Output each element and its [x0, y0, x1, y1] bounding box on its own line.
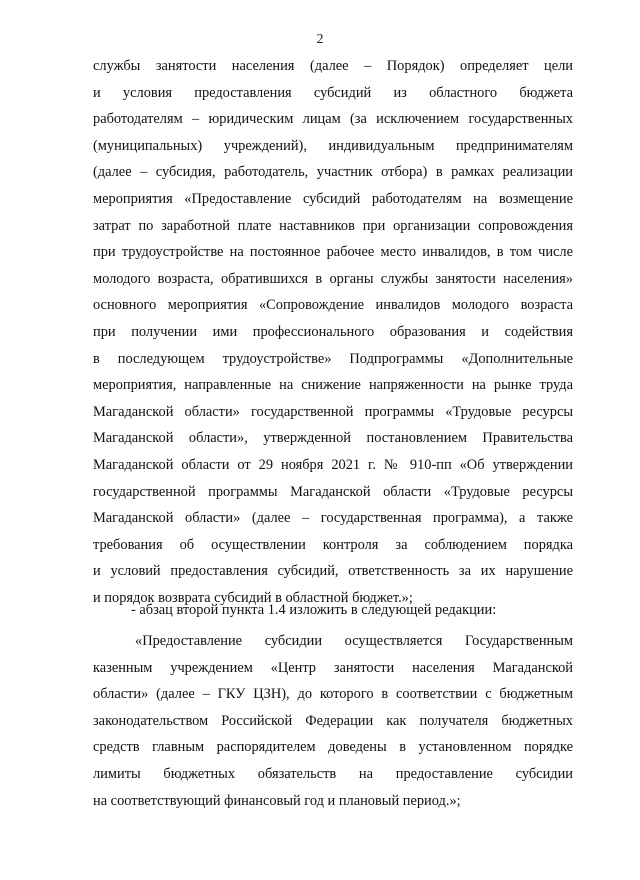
text-line: при получении ими профессионального образования и содействия [93, 323, 573, 340]
text-line: «Предоставление субсидии осуществляется Государственным [135, 633, 573, 649]
text-line: молодого возраста, обратившихся в органы службы занятости населения» [93, 270, 573, 287]
text-line: Магаданской области», утвержденной постановлением Правительства [93, 430, 573, 447]
text-line: на соответствующий финансовый год и плановый период.»; [93, 792, 461, 809]
text-line: и порядок возврата субсидий в областной бюджет.»; [93, 589, 413, 606]
text-line: области» (далее – ГКУ ЦЗН), до которого в соответствии с бюджетным [93, 686, 573, 703]
text-line: работодателям – юридическим лицам (за исключением государственных [93, 111, 573, 128]
text-line: и условий предоставления субсидий, ответственность за их нарушение [93, 563, 573, 580]
text-line: - абзац второй пункта 1.4 изложить в следующей редакции: [131, 602, 497, 618]
text-line: основного мероприятия «Сопровождение инвалидов молодого возраста [93, 297, 573, 314]
text-line: службы занятости населения (далее – Порядок) определяет цели [93, 58, 573, 74]
text-line: Магаданской области» государственной программы «Трудовые ресурсы [93, 403, 573, 420]
text-line: затрат по заработной плате наставников при организации сопровождения [93, 217, 573, 234]
text-line: государственной программы Магаданской области «Трудовые ресурсы [93, 483, 573, 500]
text-line: Магаданской области» (далее – государственная программа), а также [93, 510, 573, 527]
text-line: (далее – субсидия, работодатель, участник отбора) в рамках реализации [93, 164, 573, 181]
text-line: мероприятия, направленные на снижение напряженности на рынке труда [93, 377, 573, 394]
text-line: Магаданской области от 29 ноября 2021 г. № 910-пп «Об утверждении [93, 456, 573, 473]
text-line: и условия предоставления субсидий из областного бюджета [93, 84, 573, 101]
text-line: требования об осуществлении контроля за соблюдением порядка [93, 536, 573, 553]
text-line: в последующем трудоустройстве» Подпрограммы «Дополнительные [93, 350, 573, 367]
text-line: казенным учреждением «Центр занятости населения Магаданской [93, 659, 573, 676]
text-line: лимиты бюджетных обязательств на предоставление субсидии [93, 765, 573, 782]
page-number: 2 [316, 32, 324, 47]
paragraph-procedure-definition [93, 53, 573, 611]
text-line: при трудоустройстве на постоянное рабочее место инвалидов, в том числе [93, 244, 573, 261]
paragraph-subsidy-provision [93, 628, 573, 814]
text-line: законодательством Российской Федерации как получателя бюджетных [93, 712, 573, 729]
text-line: средств главным распорядителем доведены в установленном порядке [93, 739, 573, 756]
paragraph-amendment-instruction [93, 597, 573, 624]
text-line: мероприятия «Предоставление субсидий работодателям на возмещение [93, 190, 573, 207]
text-line: (муниципальных) учреждений), индивидуальным предпринимателям [93, 137, 573, 154]
